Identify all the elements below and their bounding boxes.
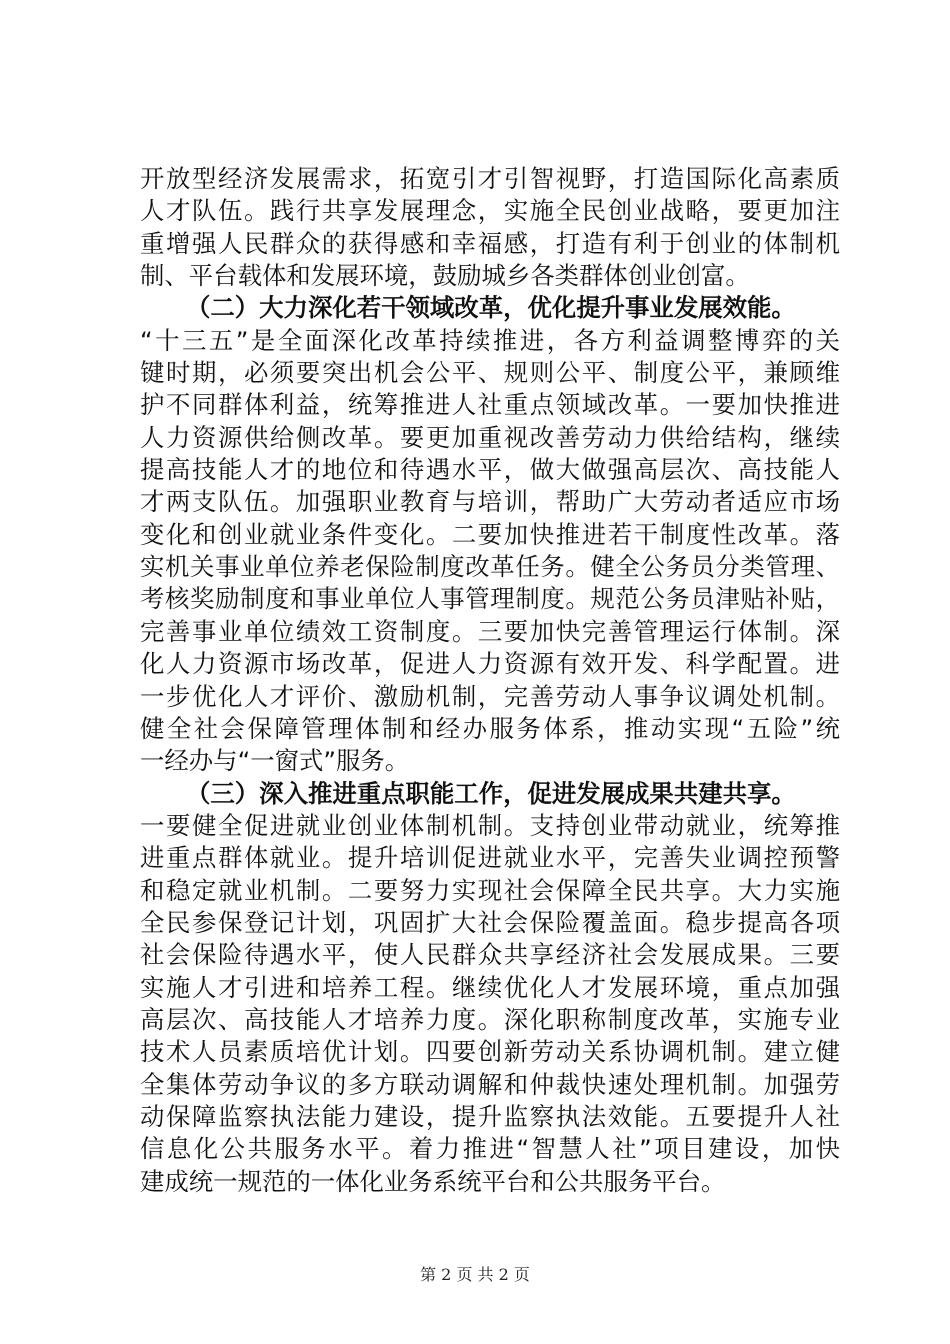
paragraph-line: 考核奖励制度和事业单位人事管理制度。规范公务员津贴补贴，: [140, 584, 840, 614]
paragraph-line: 变化和创业就业条件变化。二要加快推进若干制度性改革。落: [140, 519, 840, 549]
section-heading: （三）深入推进重点职能工作，促进发展成果共建共享。: [186, 778, 796, 808]
paragraph-line: 键时期，必须要突出机会公平、规则公平、制度公平，兼顾维: [140, 358, 840, 388]
paragraph-line: 护不同群体利益，统筹推进人社重点领域改革。一要加快推进: [140, 390, 840, 420]
paragraph-line: 才两支队伍。加强职业教育与培训，帮助广大劳动者适应市场: [140, 487, 840, 517]
paragraph-line: 和稳定就业机制。二要努力实现社会保障全民共享。大力实施: [140, 875, 840, 905]
paragraph-line: 社会保险待遇水平，使人民群众共享经济社会发展成果。三要: [140, 940, 840, 970]
paragraph-line: 实施人才引进和培养工程。继续优化人才发展环境，重点加强: [140, 972, 840, 1002]
paragraph-line: 化人力资源市场改革，促进人力资源有效开发、科学配置。进: [140, 649, 840, 679]
paragraph-line: 进重点群体就业。提升培训促进就业水平，完善失业调控预警: [140, 843, 840, 873]
page-footer: 第 2 页 共 2 页: [420, 1265, 530, 1284]
section-heading: （二）大力深化若干领域改革，优化提升事业发展效能。: [186, 293, 796, 323]
paragraph-line: 信息化公共服务水平。着力推进“智慧人社”项目建设，加快: [140, 1134, 840, 1164]
paragraph-line: 制、平台载体和发展环境，鼓励城乡各类群体创业创富。: [140, 261, 750, 291]
paragraph-line: 技术人员素质培优计划。四要创新劳动关系协调机制。建立健: [140, 1037, 840, 1067]
paragraph-line: 高层次、高技能人才培养力度。深化职称制度改革，实施专业: [140, 1004, 840, 1034]
paragraph-line: 人力资源供给侧改革。要更加重视改善劳动力供给结构，继续: [140, 422, 840, 452]
paragraph-line: 健全社会保障管理体制和经办服务体系，推动实现“五险”统: [140, 713, 840, 743]
paragraph-line: 重增强人民群众的获得感和幸福感，打造有利于创业的体制机: [140, 228, 840, 258]
paragraph-line: 一步优化人才评价、激励机制，完善劳动人事争议调处机制。: [140, 681, 840, 711]
paragraph-line: 提高技能人才的地位和待遇水平，做大做强高层次、高技能人: [140, 455, 840, 485]
paragraph-line: “十三五”是全面深化改革持续推进，各方利益调整博弈的关: [140, 325, 840, 355]
paragraph-line: 实机关事业单位养老保险制度改革任务。健全公务员分类管理、: [140, 552, 840, 582]
document-body: [140, 163, 840, 1198]
paragraph-line: 完善事业单位绩效工资制度。三要加快完善管理运行体制。深: [140, 616, 840, 646]
paragraph-line: 一要健全促进就业创业体制机制。支持创业带动就业，统筹推: [140, 810, 840, 840]
paragraph-line: 动保障监察执法能力建设，提升监察执法效能。五要提升人社: [140, 1101, 840, 1131]
paragraph-line: 开放型经济发展需求，拓宽引才引智视野，打造国际化高素质: [140, 164, 840, 193]
paragraph-line: 人才队伍。践行共享发展理念，实施全民创业战略，要更加注: [140, 196, 840, 226]
paragraph-line: 建成统一规范的一体化业务系统平台和公共服务平台。: [140, 1166, 726, 1196]
paragraph-line: 全民参保登记计划，巩固扩大社会保险覆盖面。稳步提高各项: [140, 907, 840, 937]
paragraph-line: 一经办与“一窗式”服务。: [140, 746, 410, 776]
paragraph-line: 全集体劳动争议的多方联动调解和仲裁快速处理机制。加强劳: [140, 1069, 840, 1099]
